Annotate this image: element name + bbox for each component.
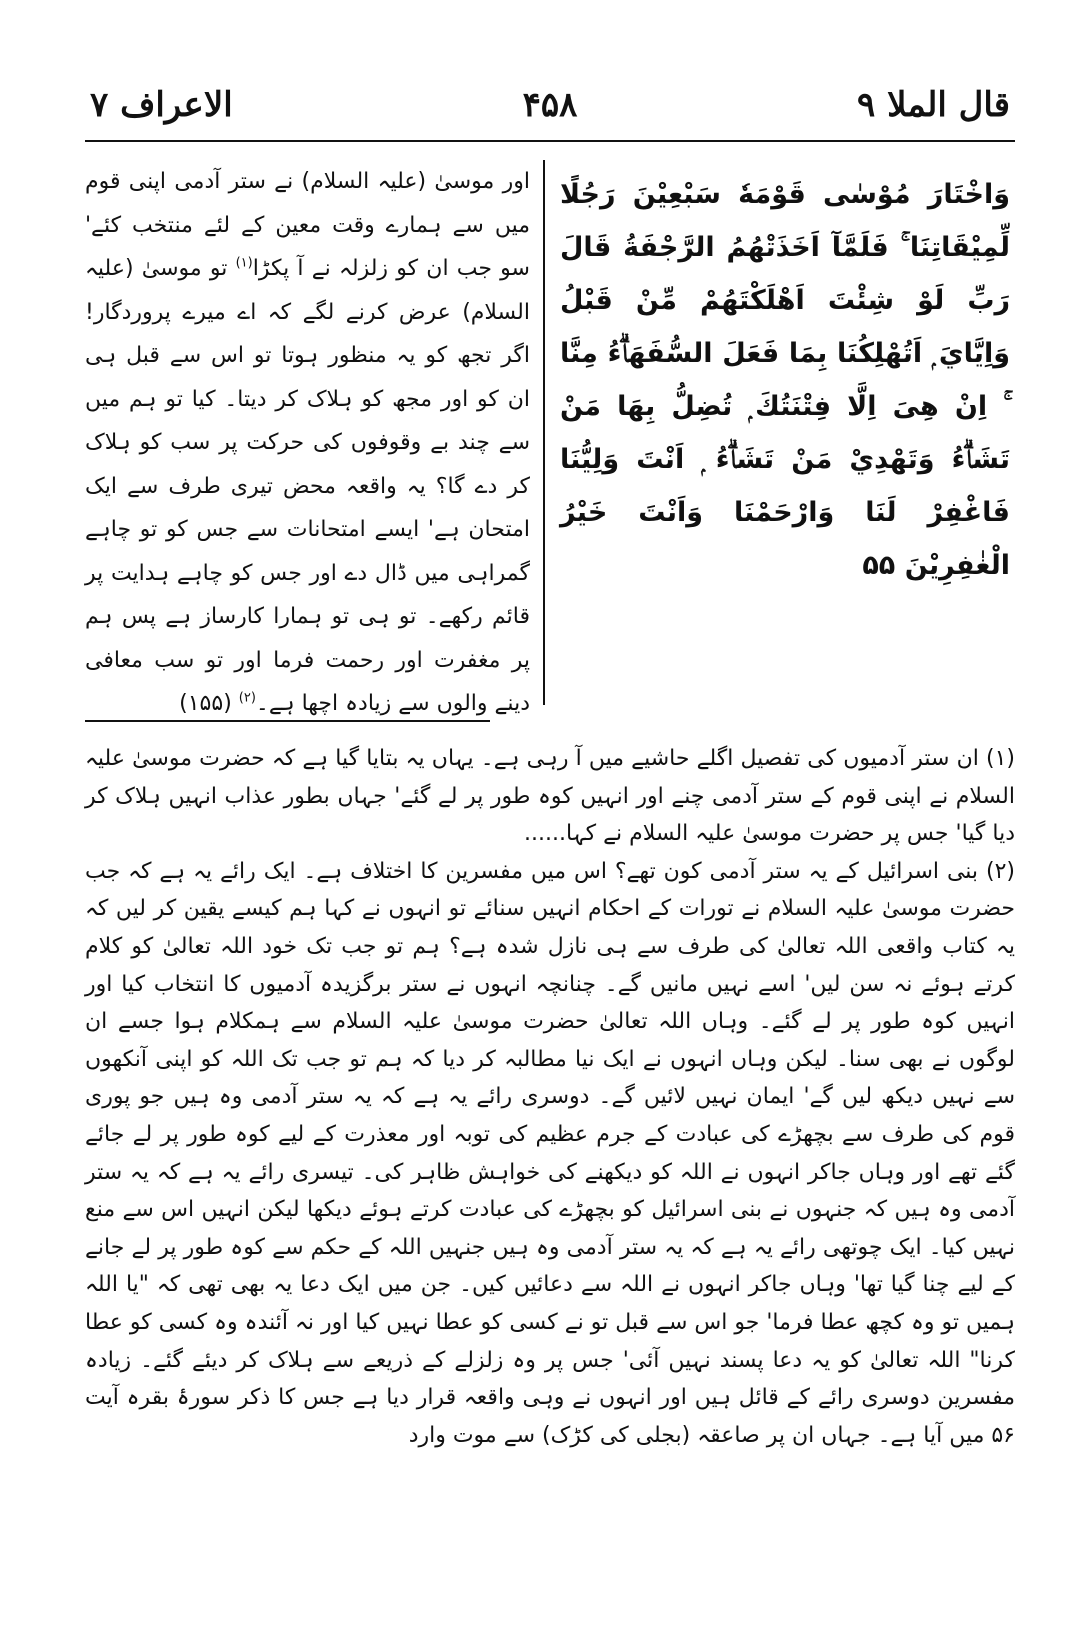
arabic-verse: وَاخْتَارَ مُوْسٰى قَوْمَهٗ سَبْعِيْنَ رَجُلًا لِّمِيْقَاتِنَا ۚ فَلَمَّآ اَخَذَتْهُمُ الرَّجْفَةُ قَالَ رَبِّ لَوْ شِئْتَ اَهْلَكْتَهُمْ مِّنْ قَبْلُ وَاِيَّايَ ۭ اَتُهْلِكُنَا بِمَا فَعَلَ السُّفَهَاۗءُ مِنَّا ۚ اِنْ هِىَ اِلَّا فِتْنَتُكَ ۭ تُضِلُّ بِهَا مَنْ تَشَاۗءُ وَتَهْدِيْ مَنْ تَشَاۗءُ ۭ اَنْتَ وَلِيُّنَا فَاغْفِرْ لَنَا وَارْحَمْنَا وَاَنْتَ خَيْرُ الْغٰفِرِيْنَ ۵۵ xyxy=(560,179,1010,581)
footnote-number: (۲) xyxy=(985,858,1015,884)
juz-name: قال الملا ۹ xyxy=(856,85,1010,125)
surah-name: الاعراف ۷ xyxy=(90,85,233,125)
page-number: ۴۵۸ xyxy=(522,85,578,125)
footnote-number: (۱) xyxy=(986,746,1016,771)
footnote-ref-1: (۱) xyxy=(235,255,253,271)
translation-part-1: اور موسیٰ (علیہ السلام) نے ستر آدمی اپنی قوم میں سے ہمارے وقت معین کے لئے منتخب کئے' سو جب ان کو زلزلہ نے آ پکڑا xyxy=(85,169,530,281)
translation-column xyxy=(85,160,530,726)
arabic-verse-column xyxy=(560,168,1010,592)
translation-text xyxy=(85,160,530,726)
page-header xyxy=(90,80,1010,130)
translation-part-2: تو موسیٰ (علیہ السلام) عرض کرنے لگے کہ اے میرے پروردگار! اگر تجھ کو یہ منظور ہوتا تو اس سے قبل ہی ان کو اور مجھ کو ہلاک کر دیتا۔ کیا تو ہم میں سے چند بے وقوفوں کی حرکت پر سب کو ہلاک کر دے گا؟ یہ واقعہ محض تیری طرف سے ایک امتحان ہے' ایسے امتحانات سے جس کو تو چاہے گمراہی میں ڈال دے اور جس کو چاہے ہدایت پر قائم رکھے۔ تو ہی تو ہمارا کارساز ہے پس ہم پر مغفرت اور رحمت فرما اور تو سب معافی دینے والوں سے زیادہ اچھا ہے۔ xyxy=(85,256,530,716)
footnotes xyxy=(85,740,1015,1454)
footnote xyxy=(85,740,1015,853)
verse-number: (۱۵۵) xyxy=(179,691,232,716)
footnote-text: بنی اسرائیل کے یہ ستر آدمی کون تھے؟ اس میں مفسرین کا اختلاف ہے۔ ایک رائے یہ ہے کہ جب حضرت موسیٰ علیہ السلام نے تورات کے احکام انہیں سنائے تو انہوں نے کہا ہم کیسے یقین کر لیں کہ یہ کتاب واقعی اللہ تعالیٰ کی طرف سے ہی نازل شدہ ہے؟ ہم تو جب تک خود اللہ تعالیٰ کو کلام کرتے ہوئے نہ سن لیں' اسے نہیں مانیں گے۔ چنانچہ انہوں نے ستر برگزیدہ آدمیوں کا انتخاب کیا اور انہیں کوہ طور پر لے گئے۔ وہاں اللہ تعالیٰ حضرت موسیٰ علیہ السلام سے ہمکلام ہوا جسے ان لوگوں نے بھی سنا۔ لیکن وہاں انہوں نے ایک نیا مطالبہ کر دیا کہ ہم تو جب تک اللہ کو اپنی آنکھوں سے نہیں دیکھ لیں گے' ایمان نہیں لائیں گے۔ دوسری رائے یہ ہے کہ یہ ستر آدمی وہ ہیں جو پوری قوم کی طرف سے بچھڑے کی عبادت کے جرم عظیم کی توبہ اور معذرت کے لیے کوہ طور پر لے جائے گئے تھے اور وہاں جاکر انہوں نے اللہ کو دیکھنے کی خواہش ظاہر کی۔ تیسری رائے یہ ہے کہ یہ ستر آدمی وہ ہیں کہ جنہوں نے بنی اسرائیل کو بچھڑے کی عبادت کرتے ہوئے دیکھا لیکن انہیں اس سے منع نہیں کیا۔ ایک چوتھی رائے یہ ہے کہ یہ ستر آدمی وہ ہیں جنہیں اللہ کے حکم سے کوہ طور پر لے جانے کے لیے چنا گیا تھا' وہاں جاکر انہوں نے اللہ سے دعائیں کیں۔ جن میں ایک دعا یہ بھی تھی کہ "یا اللہ ہمیں تو وہ کچھ عطا فرما' جو اس سے قبل تو نے کسی کو عطا نہیں کیا اور نہ آئندہ وہ کسی کو عطا کرنا" اللہ تعالیٰ کو یہ دعا پسند نہیں آئی' جس پر وہ زلزلے کے ذریعے سے ہلاک کر دیئے گئے۔ زیادہ مفسرین دوسری رائے کے قائل ہیں اور انہوں نے وہی واقعہ قرار دیا ہے جس کا ذکر سورۂ بقرہ آیت ۵۶ میں آیا ہے۔ جہاں ان پر صاعقہ (بجلی کی کڑک) سے موت وارد xyxy=(85,858,1015,1448)
footnote-rule xyxy=(85,720,490,722)
header-rule xyxy=(85,140,1015,142)
footnote xyxy=(85,853,1015,1455)
footnote-ref-2: (۲) xyxy=(238,690,256,706)
footnote-text: ان ستر آدمیوں کی تفصیل اگلے حاشیے میں آ رہی ہے۔ یہاں یہ بتایا گیا ہے کہ حضرت موسیٰ علیہ السلام نے اپنی قوم کے ستر آدمی چنے اور انہیں کوہ طور پر لے گئے' جہاں بطور عذاب انہیں ہلاک کر دیا گیا' جس پر حضرت موسیٰ علیہ السلام نے کہا...... xyxy=(85,746,1015,847)
column-divider xyxy=(543,160,545,705)
